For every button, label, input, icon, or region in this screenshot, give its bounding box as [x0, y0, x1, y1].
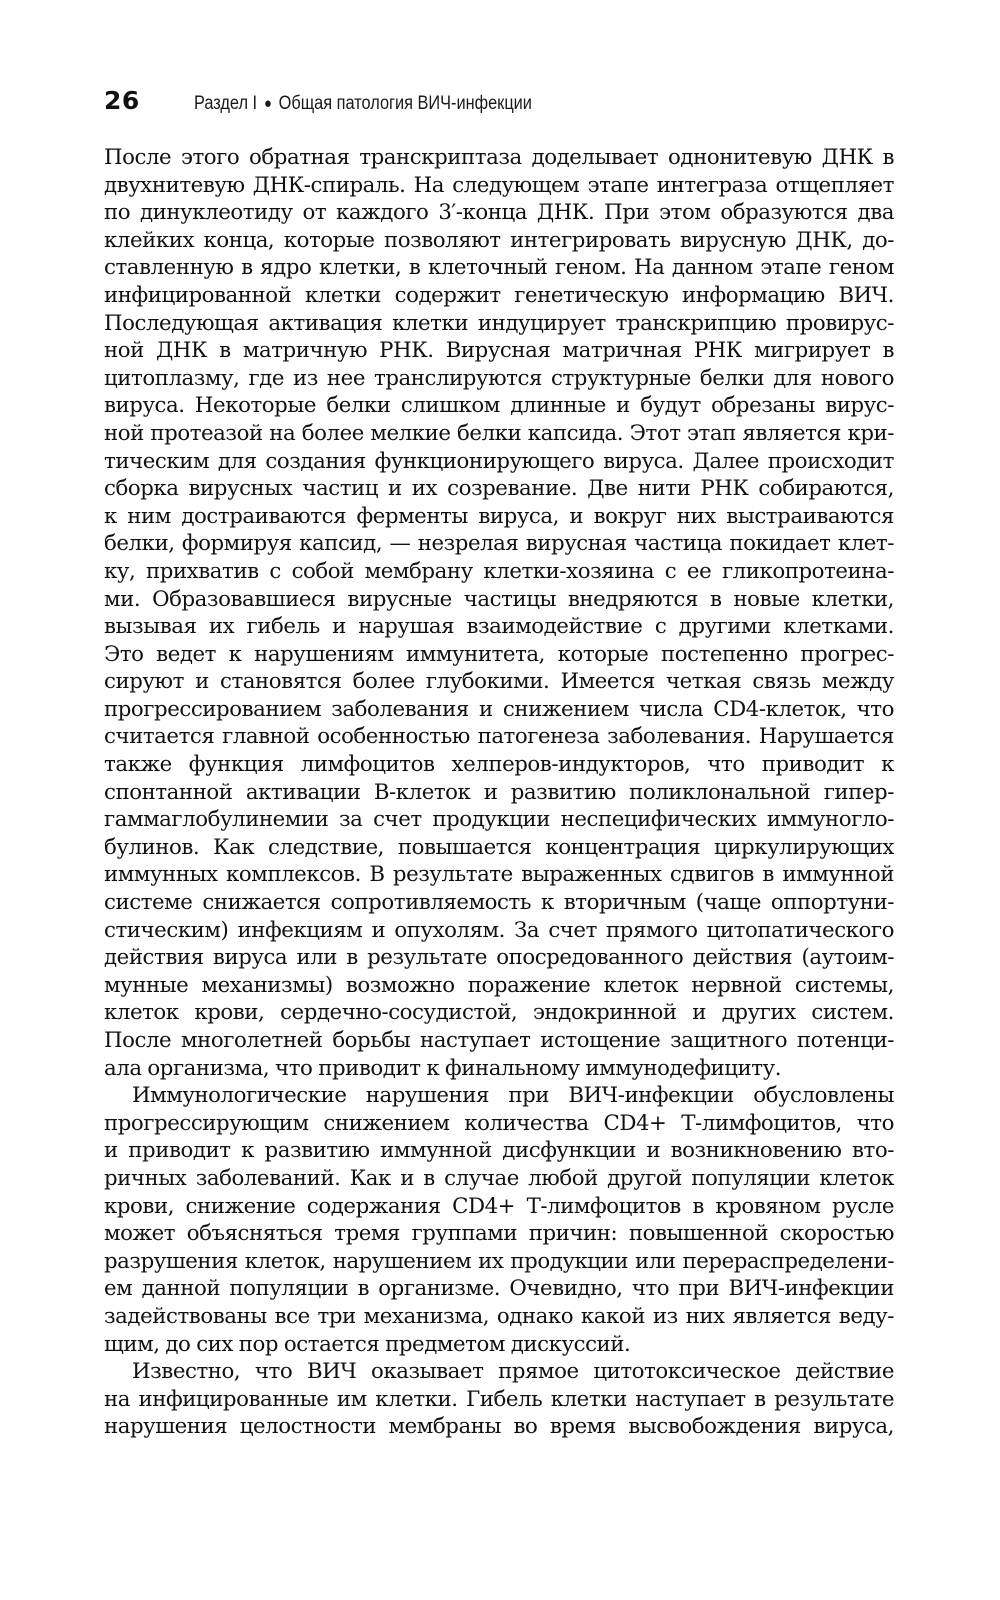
- text-line: клейких конца, которые позволяют интегрировать вирусную ДНК, до-: [104, 227, 894, 253]
- text-line: клеток крови, сердечно-сосудистой, эндокринной и других систем.: [104, 1000, 894, 1026]
- text-line: Последующая активация клетки индуцирует транскрипцию провирус-: [104, 310, 894, 336]
- text-line: сируют и становятся более глубокими. Имеется четкая связь между: [104, 669, 894, 695]
- text-line: задействованы все три механизма, однако какой из них является веду-: [104, 1303, 894, 1329]
- text-line: разрушения клеток, нарушением их продукции или перераспределени-: [104, 1248, 894, 1274]
- text-line: ной ДНК в матричную РНК. Вирусная матричная РНК мигрирует в: [104, 338, 894, 364]
- paragraph: [104, 1082, 894, 1358]
- text-line: прогрессированием заболевания и снижением числа CD4-клеток, что: [104, 696, 894, 722]
- text-line: Иммунологические нарушения при ВИЧ-инфекции обусловлены: [132, 1083, 894, 1109]
- text-line: и приводит к развитию иммунной дисфункции и возникновению вто-: [104, 1138, 894, 1164]
- text-line: стическим) инфекциям и опухолям. За счет прямого цитопатического: [104, 917, 894, 943]
- text-line: к ним достраиваются ферменты вируса, и вокруг них выстраиваются: [104, 503, 894, 529]
- section-number: Раздел I: [194, 93, 258, 114]
- text-line: ем данной популяции в организме. Очевидно, что при ВИЧ-инфекции: [104, 1276, 894, 1302]
- text-line: ала организма, что приводит к финальному иммунодефициту.: [104, 1055, 782, 1081]
- text-line: прогрессирующим снижением количества CD4+ Т-лимфоцитов, что: [104, 1110, 894, 1136]
- text-line: вируса. Некоторые белки слишком длинные и будут обрезаны вирус-: [104, 393, 894, 419]
- section-title: [194, 93, 532, 115]
- text-line: ми. Образовавшиеся вирусные частицы внедряются в новые клетки,: [104, 586, 894, 612]
- text-line: ку, прихватив с собой мембрану клетки-хозяина с ее гликопротеина-: [104, 558, 894, 584]
- text-line: ставленную в ядро клетки, в клеточный геном. На данном этапе геном: [104, 255, 894, 281]
- text-line: двухнитевую ДНК-спираль. На следующем этапе интеграза отщепляет: [104, 172, 894, 198]
- text-line: цитоплазму, где из нее транслируются структурные белки для нового: [104, 365, 894, 391]
- text-line: мунные механизмы) возможно поражение клеток нервной системы,: [104, 972, 894, 998]
- text-line: гаммаглобулинемии за счет продукции неспецифических иммуногло-: [104, 807, 894, 833]
- text-line: вызывая их гибель и нарушая взаимодействие с другими клетками.: [104, 614, 894, 640]
- text-line: может объясняться тремя группами причин: повышенной скоростью: [104, 1221, 894, 1247]
- text-line: Известно, что ВИЧ оказывает прямое цитотоксическое действие: [132, 1359, 894, 1385]
- text-line: булинов. Как следствие, повышается концентрация циркулирующих: [104, 834, 894, 860]
- text-line: ричных заболеваний. Как и в случае любой другой популяции клеток: [104, 1165, 894, 1191]
- text-line: также функция лимфоцитов хелперов-индукторов, что приводит к: [104, 752, 894, 778]
- text-line: инфицированной клетки содержит генетическую информацию ВИЧ.: [104, 282, 894, 308]
- text-line: системе снижается сопротивляемость к вторичным (чаще оппортуни-: [104, 890, 894, 916]
- text-line: действия вируса или в результате опосредованного действия (аутоим-: [104, 945, 894, 971]
- text-line: спонтанной активации В-клеток и развитию поликлональной гипер-: [104, 779, 894, 805]
- text-line: по динуклеотиду от каждого 3′-конца ДНК. При этом образуются два: [104, 200, 894, 226]
- page-number: 26: [104, 86, 140, 115]
- chapter-title: Общая патология ВИЧ-инфекции: [278, 93, 532, 114]
- text-line: иммунных комплексов. В результате выраженных сдвигов в иммунной: [104, 862, 894, 888]
- text-line: считается главной особенностью патогенеза заболевания. Нарушается: [104, 724, 894, 750]
- running-header: [104, 86, 894, 126]
- paragraph: [104, 1358, 894, 1441]
- paragraph: [104, 144, 894, 1082]
- text-line: После многолетней борьбы наступает истощение защитного потенци-: [104, 1028, 894, 1053]
- text-line: тическим для создания функционирующего вируса. Далее происходит: [104, 448, 894, 474]
- text-line: После этого обратная транскриптаза доделывает однонитевую ДНК в: [104, 145, 894, 170]
- text-line: сборка вирусных частиц и их созревание. Две нити РНК собираются,: [104, 476, 894, 502]
- bullet-icon: ●: [263, 95, 272, 112]
- text-line: щим, до сих пор остается предметом дискуссий.: [104, 1331, 631, 1357]
- text-line: крови, снижение содержания CD4+ Т-лимфоцитов в кровяном русле: [104, 1193, 894, 1219]
- text-line: белки, формируя капсид, — незрелая вирусная частица покидает клет-: [104, 531, 894, 557]
- text-line: на инфицированные им клетки. Гибель клетки наступает в результате: [104, 1386, 894, 1412]
- body-text: [104, 144, 894, 1441]
- text-line: нарушения целостности мембраны во время высвобождения вируса,: [104, 1414, 894, 1440]
- text-line: Это ведет к нарушениям иммунитета, которые постепенно прогрес-: [104, 641, 894, 667]
- text-line: ной протеазой на более мелкие белки капсида. Этот этап является кри-: [104, 420, 894, 446]
